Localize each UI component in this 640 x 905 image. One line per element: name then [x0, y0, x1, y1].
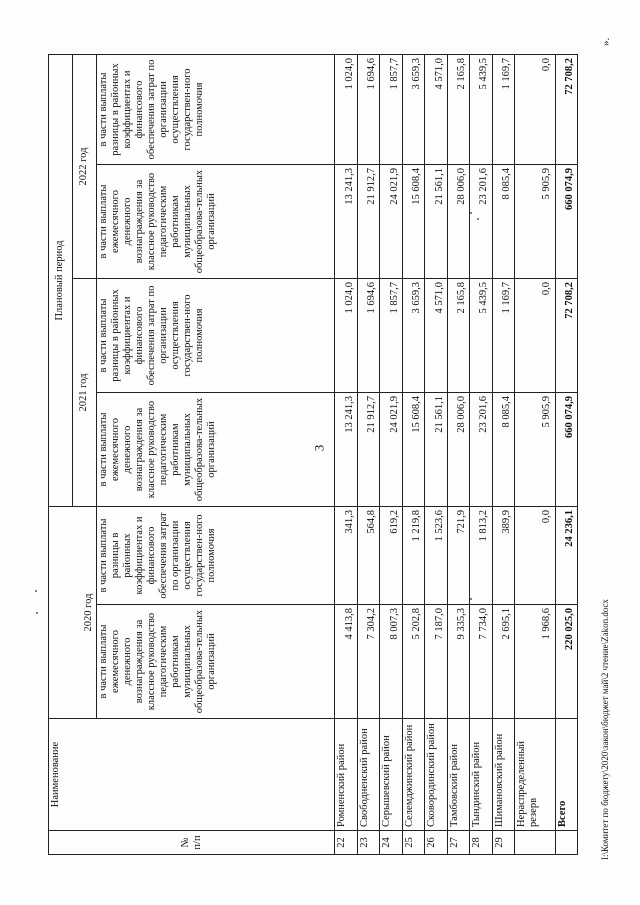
cell-no [555, 831, 577, 855]
cell-name: Тындинский район [470, 719, 492, 831]
subheader-2022-a: в части выплаты ежемесячного денежного вознаграждения за классное руководство педагогическим работникам муниципальных общеобразова-тельных организаций [96, 165, 335, 279]
cell-value: 4 571,0 [425, 279, 447, 393]
cell-value: 1 968,6 [514, 605, 555, 719]
rotated-table-wrapper [48, 55, 578, 855]
table-row [492, 55, 514, 855]
cell-value: 721,9 [447, 507, 469, 605]
cell-value: 619,2 [380, 507, 402, 605]
subheader-2021-a: в части выплаты ежемесячного денежного вознаграждения за классное руководство педагогическим работникам муниципальных общеобразова-тельных организаций [96, 393, 335, 507]
cell-value: 23 201,6 [470, 165, 492, 279]
cell-value: 15 608,4 [402, 393, 424, 507]
cell-name: Тамбовский район [447, 719, 469, 831]
cell-value: 5 905,9 [514, 165, 555, 279]
cell-value: 3 659,3 [402, 55, 424, 165]
cell-value: 13 241,3 [335, 393, 357, 507]
cell-value: 8 085,4 [492, 393, 514, 507]
cell-value: 564,8 [357, 507, 379, 605]
table-row [470, 55, 492, 855]
table-row [447, 55, 469, 855]
budget-table [48, 54, 578, 855]
cell-value: 5 905,9 [514, 393, 555, 507]
cell-value: 21 912,7 [357, 165, 379, 279]
cell-value: 8 007,3 [380, 605, 402, 719]
cell-name: Серышевский район [380, 719, 402, 831]
cell-value: 21 561,1 [425, 393, 447, 507]
cell-value: 660 074,9 [555, 165, 577, 279]
table-row-total [555, 55, 577, 855]
cell-name: Свободненский район [357, 719, 379, 831]
table-row [402, 55, 424, 855]
cell-name: Нераспределенный резерв [514, 719, 555, 831]
header-name: Наименование [49, 719, 335, 831]
cell-value: 389,9 [492, 507, 514, 605]
cell-value: 5 439,5 [470, 279, 492, 393]
cell-value: 1 523,6 [425, 507, 447, 605]
subheader-2021-b: в части выплаты разницы в районных коэффициентах и финансового обеспечения затрат по организации осуществления государствен-ного полномочия [96, 279, 335, 393]
cell-name: Ромненский район [335, 719, 357, 831]
cell-value: 220 025,0 [555, 605, 577, 719]
cell-value: 1 694,6 [357, 55, 379, 165]
scan-speck [36, 612, 38, 614]
cell-no: 29 [492, 831, 514, 855]
scan-speck [35, 590, 37, 592]
subheader-2022-b: в части выплаты разницы в районных коэффициентах и финансового обеспечения затрат по организации осуществления государствен-ного полномочия [96, 55, 335, 165]
cell-value: 4 571,0 [425, 55, 447, 165]
cell-value: 0,0 [514, 279, 555, 393]
cell-name: Селемджинский район [402, 719, 424, 831]
cell-value: 341,3 [335, 507, 357, 605]
cell-value: 5 202,8 [402, 605, 424, 719]
closing-quote: ». [600, 37, 612, 46]
cell-no: 25 [402, 831, 424, 855]
cell-value: 1 857,7 [380, 279, 402, 393]
cell-value: 28 006,0 [447, 165, 469, 279]
header-no: № п/п [49, 831, 335, 855]
cell-value: 0,0 [514, 507, 555, 605]
cell-value: 2 165,8 [447, 279, 469, 393]
table-row [425, 55, 447, 855]
cell-value: 1 169,7 [492, 279, 514, 393]
cell-no: 22 [335, 831, 357, 855]
cell-value: 21 561,1 [425, 165, 447, 279]
cell-no: 26 [425, 831, 447, 855]
cell-value: 13 241,3 [335, 165, 357, 279]
cell-value: 1 857,7 [380, 55, 402, 165]
cell-value: 24 021,9 [380, 393, 402, 507]
cell-value: 0,0 [514, 55, 555, 165]
header-2022: 2022 год [72, 55, 96, 279]
cell-name: Шимановский район [492, 719, 514, 831]
cell-no: 28 [470, 831, 492, 855]
cell-value: 4 413,8 [335, 605, 357, 719]
header-2020: 2020 год [49, 507, 97, 719]
cell-value: 72 708,2 [555, 279, 577, 393]
cell-value: 7 734,0 [470, 605, 492, 719]
cell-value: 23 201,6 [470, 393, 492, 507]
cell-value: 7 187,0 [425, 605, 447, 719]
cell-value: 1 024,0 [335, 55, 357, 165]
cell-value: 2 165,8 [447, 55, 469, 165]
cell-value: 1 169,7 [492, 55, 514, 165]
cell-value: 28 006,0 [447, 393, 469, 507]
table-row [357, 55, 379, 855]
cell-name: Сковородинский район [425, 719, 447, 831]
cell-value: 72 708,2 [555, 55, 577, 165]
cell-value: 1 024,0 [335, 279, 357, 393]
page-number: 3 [311, 444, 327, 452]
cell-value: 1 813,2 [470, 507, 492, 605]
cell-no: 27 [447, 831, 469, 855]
cell-no [514, 831, 555, 855]
cell-value: 660 074,9 [555, 393, 577, 507]
table-row [380, 55, 402, 855]
header-planning-period: Плановый период [49, 55, 73, 507]
cell-value: 5 439,5 [470, 55, 492, 165]
table-body [335, 55, 555, 855]
cell-value: 24 021,9 [380, 165, 402, 279]
cell-value: 24 236,1 [555, 507, 577, 605]
table-row [514, 55, 555, 855]
subheader-2020-b: в части выплаты разницы в районных коэффициентах и финансового обеспечения затрат по организации осуществления государствен-ного полномочия [96, 507, 335, 605]
cell-no: 24 [380, 831, 402, 855]
table-row [335, 55, 357, 855]
cell-name: Всего [555, 719, 577, 831]
cell-value: 21 912,7 [357, 393, 379, 507]
cell-no: 23 [357, 831, 379, 855]
cell-value: 7 304,2 [357, 605, 379, 719]
cell-value: 15 608,4 [402, 165, 424, 279]
cell-value: 8 085,4 [492, 165, 514, 279]
header-2021: 2021 год [72, 279, 96, 507]
footer-file-path: I:\Комитет по бюджету\2020\закон\бюджет май\2 чтение\Zakon.docx [600, 599, 610, 860]
cell-value: 1 694,6 [357, 279, 379, 393]
cell-value: 2 695,1 [492, 605, 514, 719]
cell-value: 1 219,8 [402, 507, 424, 605]
cell-value: 3 659,3 [402, 279, 424, 393]
cell-value: 9 335,3 [447, 605, 469, 719]
subheader-2020-a: в части выплаты ежемесячного денежного вознаграждения за классное руководство педагогическим работникам муниципальных общеобразова-тельных организаций [96, 605, 335, 719]
